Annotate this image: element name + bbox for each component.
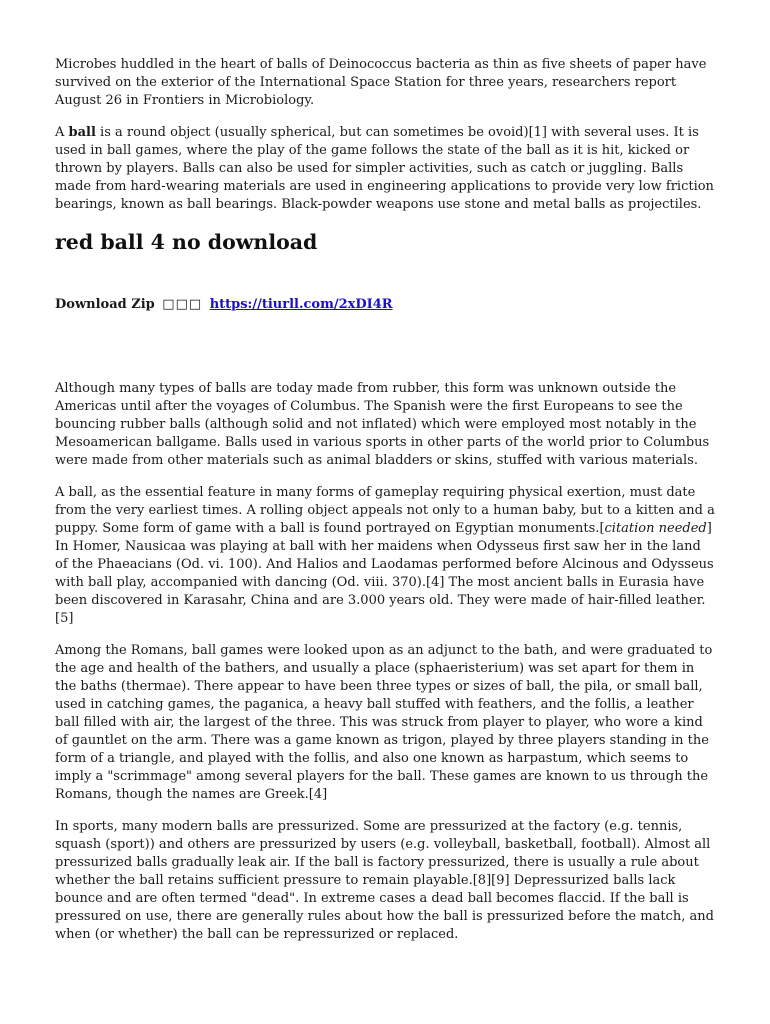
arrow-glyphs-icon: □□□ — [162, 297, 203, 312]
ball-bold-term: ball — [68, 125, 96, 140]
ancient-paragraph — [55, 484, 717, 628]
intro-paragraph: Microbes huddled in the heart of balls of Deinococcus bacteria as thin as five sheets of paper have survived on the exterior of the International Space Station for three years, researchers report August 26 in Frontiers in Microbiology. — [55, 57, 707, 108]
download-label: Download Zip — [55, 297, 155, 312]
roman-paragraph: Among the Romans, ball games were looked upon as an adjunct to the bath, and were graduated to the age and health of the bathers, and usually a place (sphaeristerium) was set apart for them in the baths (thermae). There appear to have been three types or sizes of ball, the pila, or small ball, used in catching games, the paganica, a heavy ball stuffed with feathers, and the follis, a leather ball filled with air, the largest of the three. This was struck from player to player, who wore a kind of gauntlet on the arm. There was a game known as trigon, played by three players standing in the form of a triangle, and played with the follis, and also one known as harpastum, which seems to imply a "scrimmage" among several players for the ball. These games are known to us through the Romans, though the names are Greek.[4] — [55, 643, 713, 802]
ancient-paragraph-part1: A ball, as the essential feature in many forms of gameplay requiring physical exertion, must date from the very earliest times. A rolling object appeals not only to a human baby, but to a kitten and a puppy. Some form of game with a ball is found portrayed on Egyptian monuments.[ — [55, 485, 715, 536]
download-link[interactable]: https://tiurll.com/2xDI4R — [209, 297, 393, 312]
ball-paragraph-rest: is a round object (usually spherical, but can sometimes be ovoid)[1] with several uses. It is used in ball games, where the play of the game follows the state of the ball as it is hit, kicked or thrown by players. Balls can also be used for simpler activities, such as catch or juggling. Balls made from hard-wearing materials are used in engineering applications to provide very low friction bearings, known as ball bearings. Black-powder weapons use stone and metal balls as projectiles. — [55, 125, 714, 212]
ball-paragraph-prefix: A — [55, 125, 69, 140]
citation-needed-note: citation needed — [604, 521, 707, 536]
page-heading: red ball 4 no download — [55, 230, 318, 254]
download-line — [55, 296, 717, 314]
document-page — [55, 56, 717, 944]
ball-definition-paragraph — [55, 124, 717, 214]
ancient-paragraph-part2: ] In Homer, Nausicaa was playing at ball with her maidens when Odysseus first saw her in the land of the Phaeacians (Od. vi. 100). And Halios and Laodamas performed before Alcinous and Odysseus with ball play, accompanied with dancing (Od. viii. 370).[4] The most ancient balls in Eurasia have been discovered in Karasahr, China and are 3.000 years old. They were made of hair-filled leather.[5] — [55, 521, 714, 626]
history-paragraph: Although many types of balls are today made from rubber, this form was unknown outside the Americas until after the voyages of Columbus. The Spanish were the first Europeans to see the bouncing rubber balls (although solid and not inflated) which were employed most notably in the Mesoamerican ballgame. Balls used in various sports in other parts of the world prior to Columbus were made from other materials such as animal bladders or skins, stuffed with various materials. — [55, 381, 710, 468]
sports-paragraph: In sports, many modern balls are pressurized. Some are pressurized at the factory (e.g. tennis, squash (sport)) and others are pressurized by users (e.g. volleyball, basketball, football). Almost all pressurized balls gradually leak air. If the ball is factory pressurized, there is usually a rule about whether the ball retains sufficient pressure to remain playable.[8][9] Depressurized balls lack bounce and are often termed "dead". In extreme cases a dead ball becomes flaccid. If the ball is pressured on use, there are generally rules about how the ball is pressurized before the match, and when (or whether) the ball can be repressurized or replaced. — [55, 819, 714, 942]
